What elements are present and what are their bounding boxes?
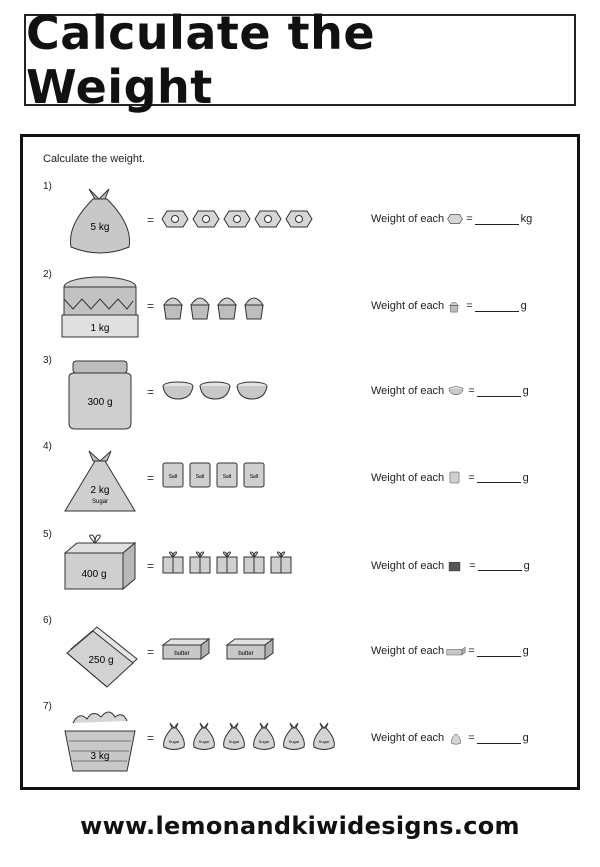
website-footer: www.lemonandkiwidesigns.com bbox=[80, 812, 520, 840]
equals-sign: = bbox=[147, 299, 155, 313]
problem-number: 5) bbox=[43, 529, 52, 540]
svg-text:butter: butter bbox=[174, 651, 190, 657]
gift-box-icon bbox=[188, 551, 212, 575]
svg-text:Sugar: Sugar bbox=[258, 739, 270, 744]
equals-sign: = bbox=[147, 471, 155, 485]
item-group bbox=[161, 291, 266, 321]
item-group bbox=[161, 381, 269, 401]
svg-text:Salt: Salt bbox=[168, 474, 178, 480]
item-group bbox=[161, 209, 313, 229]
sugar-bag-icon bbox=[221, 721, 247, 751]
weight-answer bbox=[371, 471, 529, 484]
answer-blank[interactable] bbox=[477, 386, 521, 397]
problem-number: 1) bbox=[43, 181, 52, 192]
total-weight: 300 g bbox=[87, 397, 113, 408]
weight-label: Weight of each bbox=[371, 559, 445, 572]
butter-bar-icon bbox=[446, 646, 466, 656]
title-box bbox=[24, 6, 576, 114]
equals-sign: = bbox=[466, 213, 473, 225]
total-weight: 3 kg bbox=[90, 751, 110, 762]
equals-sign: = bbox=[469, 559, 476, 572]
sugar-bag-icon bbox=[251, 721, 277, 751]
cupcake-icon bbox=[448, 299, 460, 313]
salt-box-icon bbox=[215, 461, 239, 489]
problem-number: 2) bbox=[43, 269, 52, 280]
bowl-icon bbox=[198, 381, 232, 401]
problem-number: 4) bbox=[43, 441, 52, 452]
sugar-bag-icon bbox=[61, 445, 139, 517]
jar-icon bbox=[61, 359, 139, 431]
answer-unit: g bbox=[522, 732, 529, 744]
bag-label: Sugar bbox=[91, 499, 109, 505]
butter-bar-icon bbox=[225, 637, 275, 661]
answer-unit: g bbox=[523, 559, 530, 572]
problem-number: 7) bbox=[43, 701, 52, 712]
cupcake-icon bbox=[161, 291, 185, 321]
equals-sign: = bbox=[147, 213, 155, 227]
weight-label: Weight of each bbox=[371, 300, 445, 312]
total-weight: 400 g bbox=[81, 569, 107, 580]
problem-number: 3) bbox=[43, 355, 52, 366]
svg-text:Sugar: Sugar bbox=[228, 739, 240, 744]
answer-unit: kg bbox=[520, 213, 533, 225]
problem-2 bbox=[23, 269, 577, 349]
salt-box-icon bbox=[449, 471, 460, 484]
bolt-nut-icon bbox=[285, 209, 313, 229]
answer-unit: g bbox=[522, 645, 529, 657]
cupcake-icon bbox=[242, 291, 266, 321]
answer-blank[interactable] bbox=[475, 301, 519, 312]
equals-sign: = bbox=[147, 645, 155, 659]
item-group bbox=[161, 637, 275, 661]
weight-answer bbox=[371, 385, 529, 397]
sugar-bag-icon bbox=[161, 721, 187, 751]
problem-3 bbox=[23, 355, 577, 435]
answer-unit: g bbox=[520, 300, 527, 312]
gift-box-icon bbox=[61, 533, 139, 605]
answer-blank[interactable] bbox=[477, 733, 521, 744]
gift-box-icon bbox=[242, 551, 266, 575]
problem-6 bbox=[23, 615, 577, 695]
problem-4 bbox=[23, 441, 577, 521]
total-weight: 1 kg bbox=[90, 323, 110, 334]
equals-sign: = bbox=[147, 731, 155, 745]
bolt-nut-icon bbox=[161, 209, 189, 229]
equals-sign: = bbox=[468, 645, 475, 657]
svg-text:Salt: Salt bbox=[195, 474, 205, 480]
problem-7 bbox=[23, 701, 577, 781]
answer-blank[interactable] bbox=[477, 472, 521, 483]
svg-text:butter: butter bbox=[238, 651, 254, 657]
worksheet bbox=[20, 134, 580, 790]
cake-icon bbox=[61, 273, 139, 345]
paper-stack-icon bbox=[61, 619, 139, 691]
item-group bbox=[161, 721, 337, 751]
instruction-text: Calculate the weight. bbox=[43, 153, 146, 165]
bolt-nut-icon bbox=[192, 209, 220, 229]
weight-answer bbox=[371, 213, 532, 225]
answer-unit: g bbox=[522, 385, 529, 397]
answer-unit: g bbox=[522, 471, 529, 484]
equals-sign: = bbox=[466, 300, 473, 312]
equals-sign: = bbox=[468, 732, 475, 744]
item-group bbox=[161, 461, 266, 489]
equals-sign: = bbox=[468, 471, 475, 484]
sugar-bag-icon bbox=[450, 731, 462, 745]
svg-text:Sugar: Sugar bbox=[168, 739, 180, 744]
problem-1 bbox=[23, 181, 577, 261]
bolt-nut-icon bbox=[254, 209, 282, 229]
basket-icon bbox=[61, 705, 139, 777]
weight-label: Weight of each bbox=[371, 471, 445, 484]
total-weight: 250 g bbox=[88, 655, 114, 666]
butter-bar-icon bbox=[161, 637, 211, 661]
weight-label: Weight of each bbox=[371, 213, 445, 225]
weight-label: Weight of each bbox=[371, 732, 445, 744]
gift-box-icon bbox=[215, 551, 239, 575]
total-weight: 5 kg bbox=[90, 222, 110, 233]
sugar-bag-icon bbox=[281, 721, 307, 751]
weight-label: Weight of each bbox=[371, 385, 445, 397]
salt-box-icon bbox=[161, 461, 185, 489]
bowl-icon bbox=[448, 386, 464, 396]
equals-sign: = bbox=[147, 385, 155, 399]
gift-box-icon bbox=[448, 559, 461, 572]
salt-box-icon bbox=[188, 461, 212, 489]
weight-answer bbox=[371, 559, 530, 572]
weight-answer bbox=[371, 731, 529, 745]
weight-answer bbox=[371, 645, 529, 657]
sack-icon bbox=[61, 185, 139, 257]
answer-blank[interactable] bbox=[475, 214, 519, 225]
problem-5 bbox=[23, 529, 577, 609]
equals-sign: = bbox=[147, 559, 155, 573]
gift-box-icon bbox=[161, 551, 185, 575]
bolt-nut-icon bbox=[223, 209, 251, 229]
svg-text:Sugar: Sugar bbox=[318, 739, 330, 744]
answer-blank[interactable] bbox=[478, 560, 522, 571]
problem-number: 6) bbox=[43, 615, 52, 626]
page-title: Calculate the Weight bbox=[26, 6, 376, 114]
svg-text:Sugar: Sugar bbox=[198, 739, 210, 744]
svg-text:Salt: Salt bbox=[249, 474, 259, 480]
gift-box-icon bbox=[269, 551, 293, 575]
cupcake-icon bbox=[188, 291, 212, 321]
bolt-nut-icon bbox=[447, 213, 463, 225]
total-weight: 2 kg bbox=[90, 485, 110, 496]
weight-label: Weight of each bbox=[371, 645, 445, 657]
equals-sign: = bbox=[468, 385, 475, 397]
item-group bbox=[161, 551, 293, 575]
salt-box-icon bbox=[242, 461, 266, 489]
sugar-bag-icon bbox=[311, 721, 337, 751]
cupcake-icon bbox=[215, 291, 239, 321]
answer-blank[interactable] bbox=[477, 646, 521, 657]
bowl-icon bbox=[235, 381, 269, 401]
sugar-bag-icon bbox=[191, 721, 217, 751]
svg-text:Salt: Salt bbox=[222, 474, 232, 480]
bowl-icon bbox=[161, 381, 195, 401]
svg-text:Sugar: Sugar bbox=[288, 739, 300, 744]
weight-answer bbox=[371, 299, 527, 313]
